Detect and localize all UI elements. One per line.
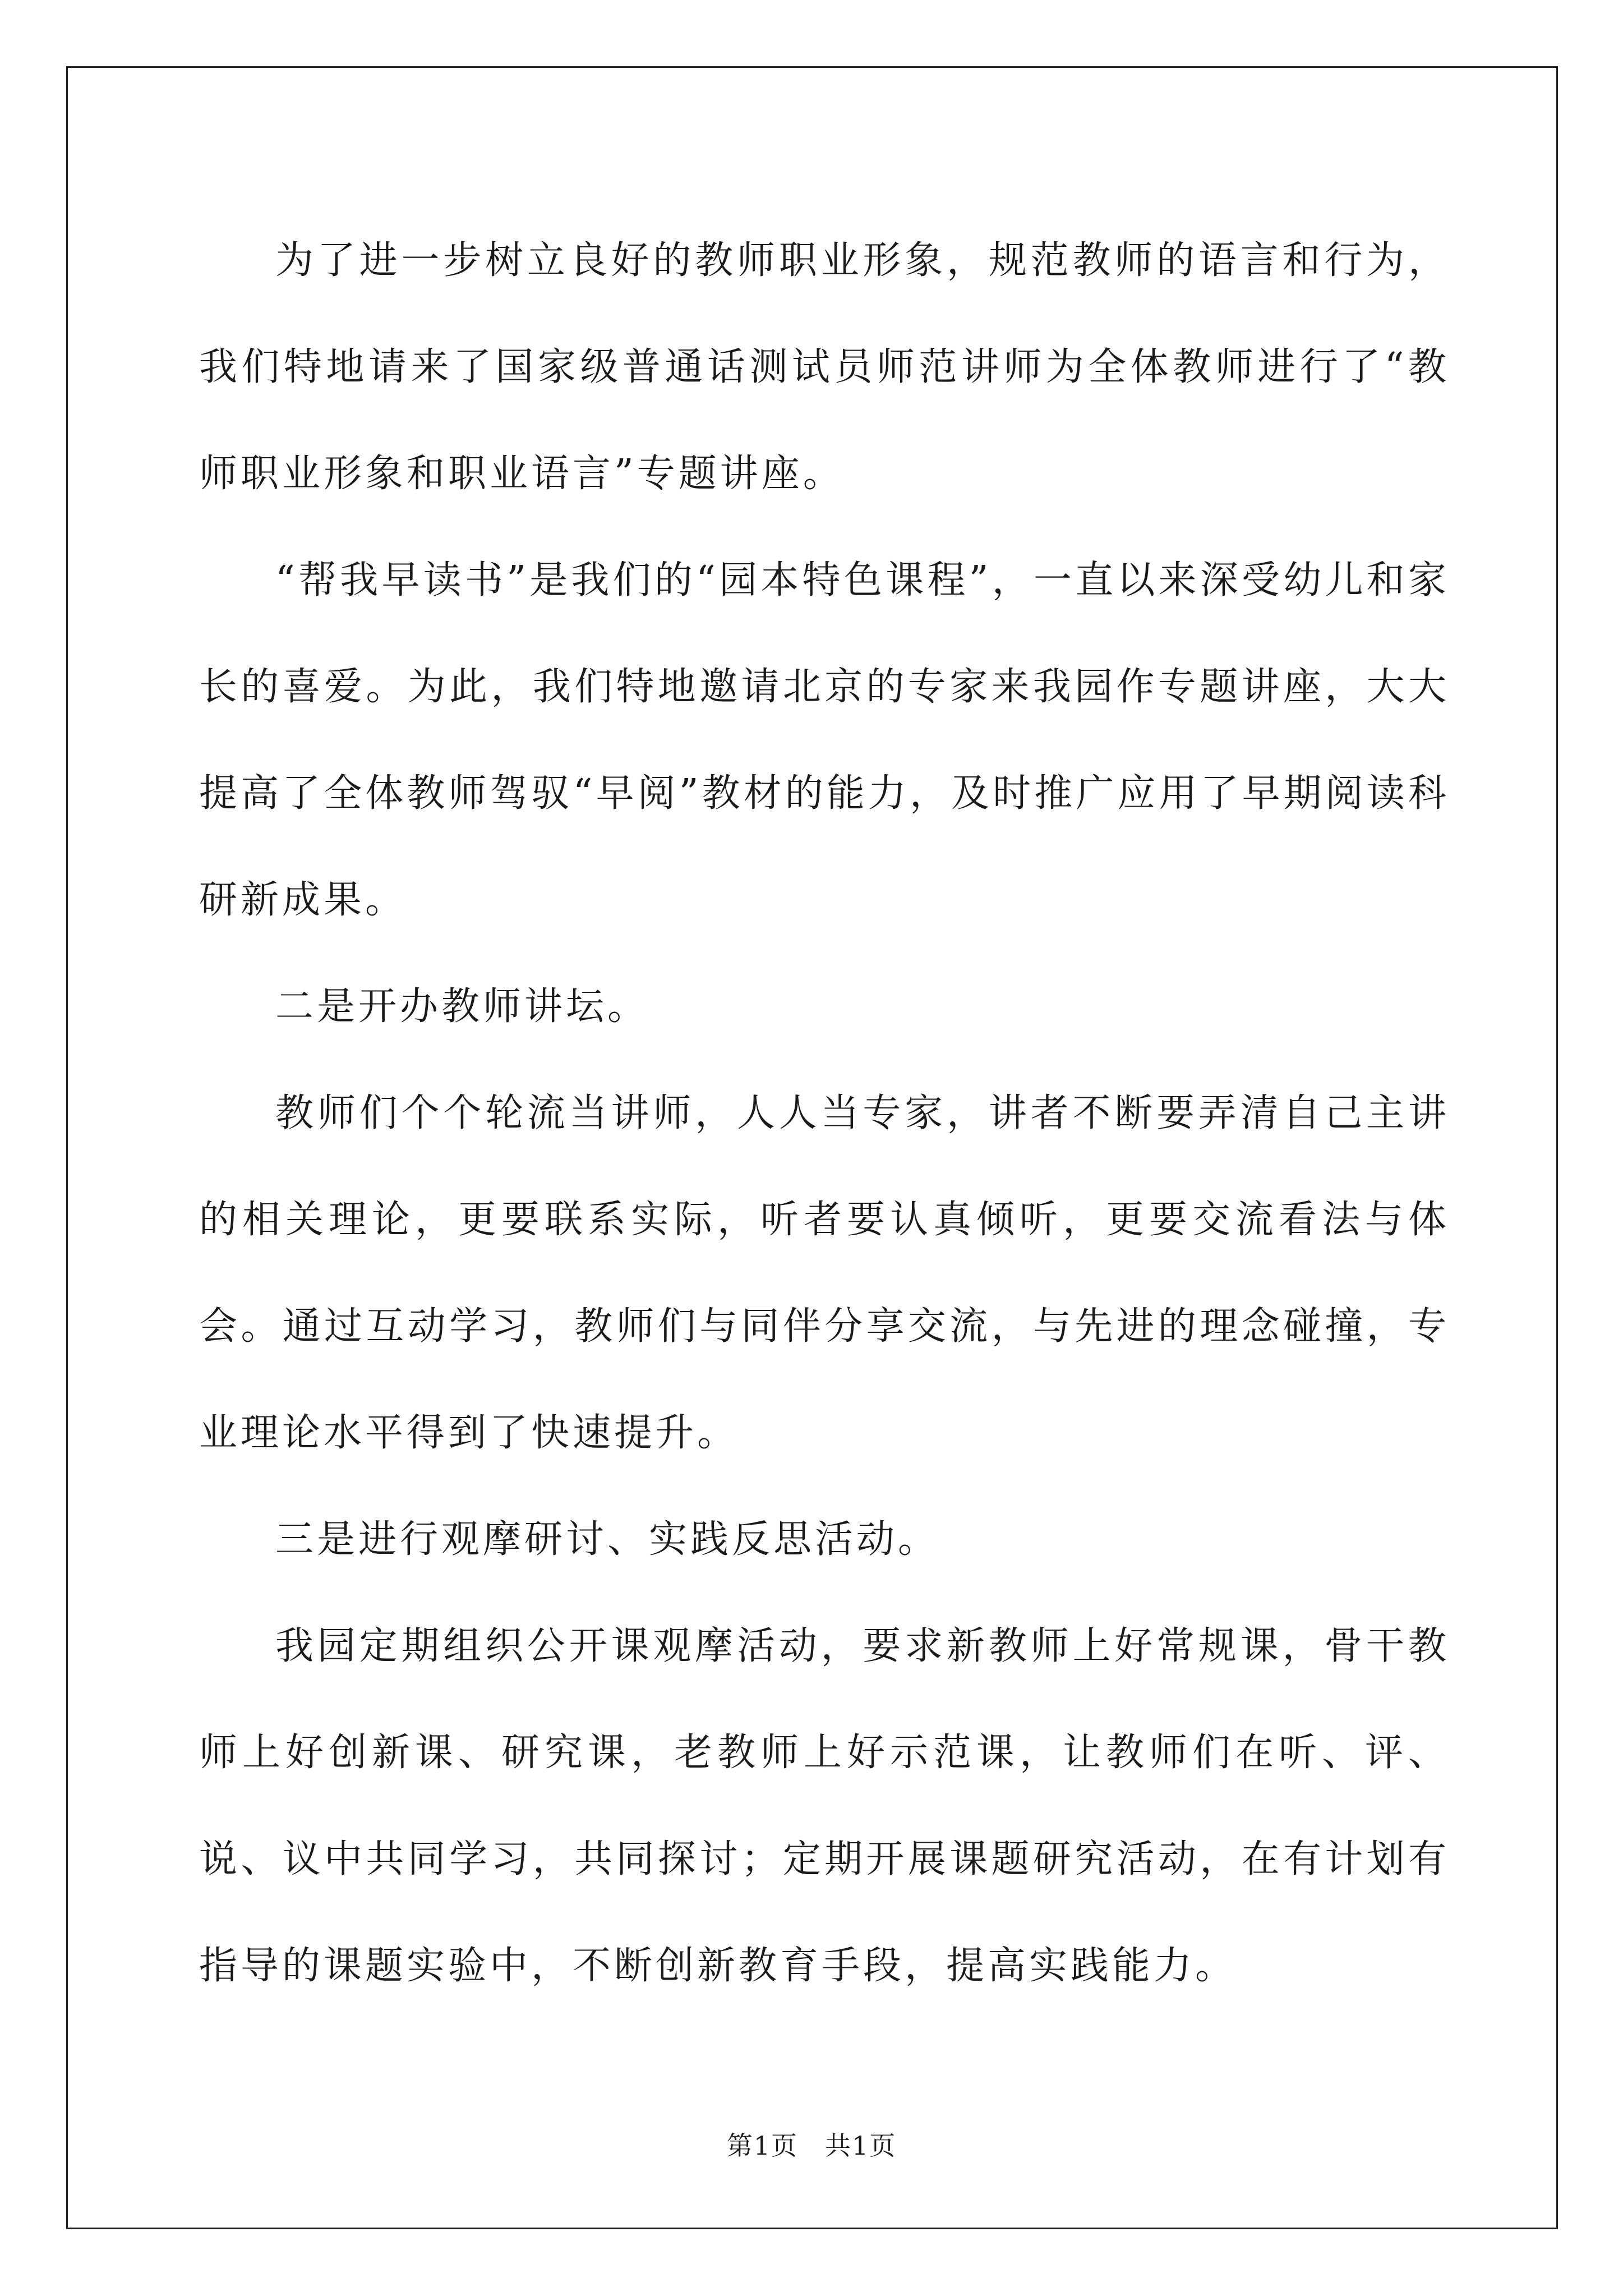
document-body	[199, 208, 1450, 2019]
paragraph: 三是进行观摩研讨、实践反思活动。	[275, 1517, 940, 1562]
paragraph: 我园定期组织公开课观摩活动，要求新教师上好常规课，骨干教师上好创新课、研究课，老教师上好示范课，让教师们在听、评、说、议中共同学习，共同探讨；定期开展课题研究活动，在有计划有指导的课题实验中，不断创新教育手段，提高实践能力。	[199, 1624, 1450, 1988]
paragraph: 二是开办教师讲坛。	[275, 984, 649, 1029]
paragraph: 为了进一步树立良好的教师职业形象，规范教师的语言和行为，我们特地请来了国家级普通话测试员师范讲师为全体教师进行了“教师职业形象和职业语言”专题讲座。	[199, 238, 1450, 496]
page-number-footer: 第1页 共1页	[726, 2131, 897, 2161]
paragraph: 教师们个个轮流当讲师，人人当专家，讲者不断要弄清自己主讲的相关理论，更要联系实际，听者要认真倾听，更要交流看法与体会。通过互动学习，教师们与同伴分享交流，与先进的理念碰撞，专业理论水平得到了快速提升。	[199, 1091, 1450, 1455]
paragraph: “帮我早读书”是我们的“园本特色课程”，一直以来深受幼儿和家长的喜爱。为此，我们特地邀请北京的专家来我园作专题讲座，大大提高了全体教师驾驭“早阅”教材的能力，及时推广应用了早期阅读科研新成果。	[199, 558, 1450, 922]
